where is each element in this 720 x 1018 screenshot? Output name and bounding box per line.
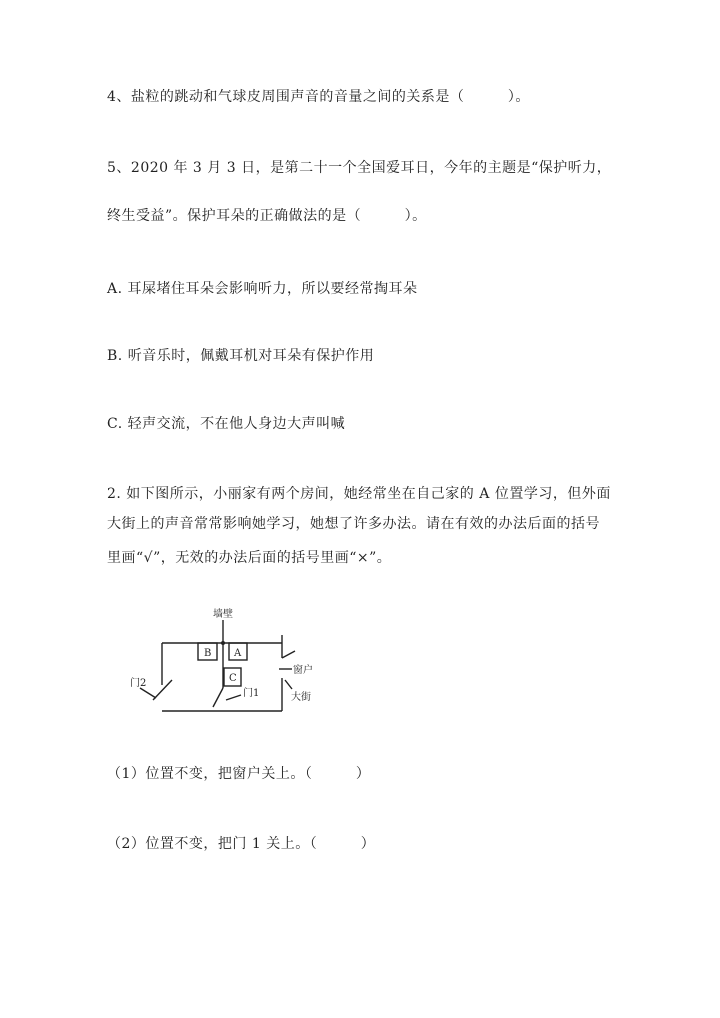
option-b: B. 听音乐时，佩戴耳机对耳朵有保护作用: [107, 348, 375, 364]
label-b: B: [204, 648, 212, 659]
option-c: C. 轻声交流，不在他人身边大声叫喊: [107, 416, 346, 432]
door2-pointer: [140, 688, 156, 698]
question-2-line3: 里画“√”，无效的办法后面的括号里画“×”。: [107, 550, 392, 566]
door1-pointer: [226, 695, 241, 700]
sub-question-1: （1）位置不变，把窗户关上。（ ）: [107, 766, 371, 782]
label-street: 大街: [291, 692, 311, 703]
label-door2: 门2: [130, 678, 147, 689]
label-a: A: [234, 648, 242, 659]
sub-question-2: （2）位置不变，把门 1 关上。（ ）: [107, 836, 376, 852]
label-door1: 门1: [243, 688, 260, 699]
wall-junction: [221, 641, 225, 645]
window-sash: [282, 651, 295, 658]
question-2-line1: 2. 如下图所示，小丽家有两个房间，她经常坐在自己家的 A 位置学习，但外面: [107, 486, 611, 502]
street-pointer: [285, 680, 292, 689]
label-wall: 墙壁: [213, 609, 233, 620]
question-2-line2: 大街上的声音常常影响她学习，她想了许多办法。请在有效的办法后面的括号: [107, 516, 600, 532]
question-5-line1: 5、2020 年 3 月 3 日，是第二十一个全国爱耳日，今年的主题是“保护听力，: [107, 160, 612, 176]
label-window: 窗户: [293, 665, 313, 676]
label-c: C: [229, 673, 237, 684]
option-a: A. 耳屎堵住耳朵会影响听力，所以要经常掏耳朵: [107, 281, 418, 297]
room-diagram: [130, 600, 350, 730]
door-1: [213, 688, 223, 707]
question-4: 4、盐粒的跳动和气球皮周围声音的音量之间的关系是（ ）。: [107, 89, 530, 105]
question-5-line2: 终生受益”。保护耳朵的正确做法的是（ ）。: [107, 208, 427, 224]
